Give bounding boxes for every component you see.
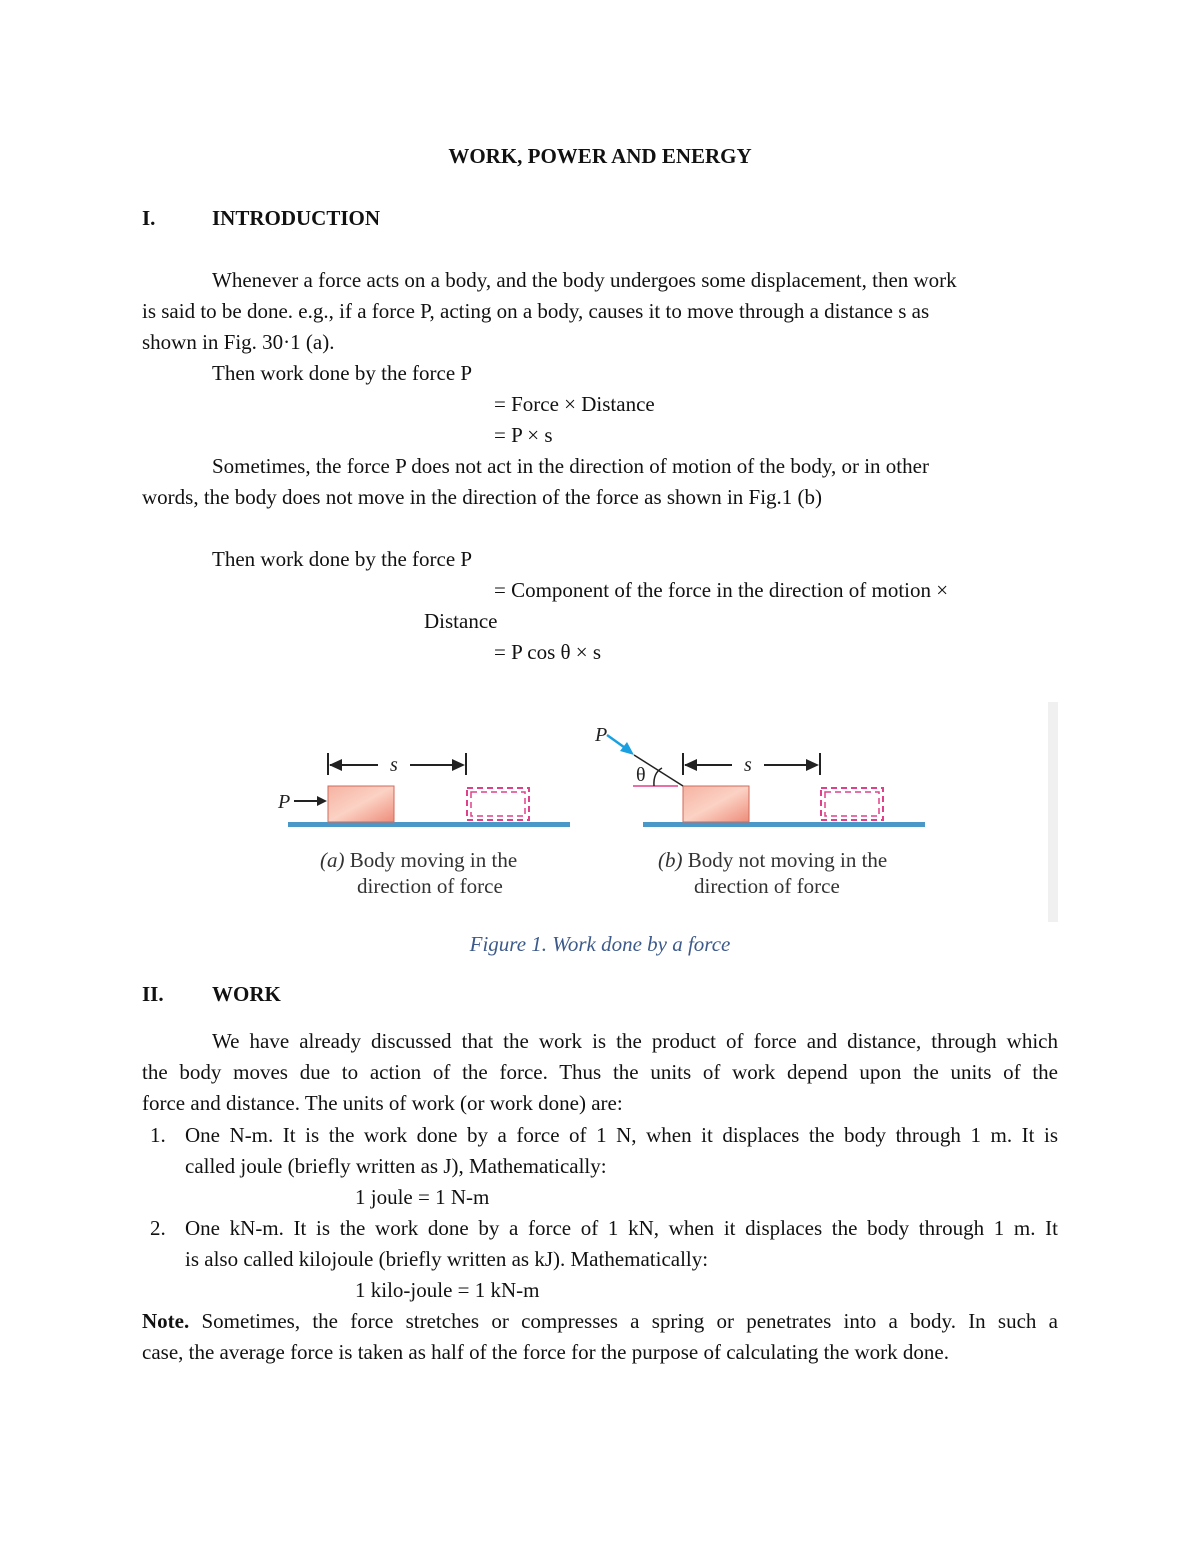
dashed-block-a bbox=[467, 788, 529, 820]
caption-b-line1: (b) Body not moving in the bbox=[658, 848, 888, 872]
page-title: WORK, POWER AND ENERGY bbox=[448, 144, 752, 168]
ground-a bbox=[288, 822, 570, 827]
note-label: Note. bbox=[142, 1309, 190, 1333]
list-item-1-line: called joule (briefly written as J), Mathematically: bbox=[185, 1154, 607, 1178]
intro-paragraph-line: is said to be done. e.g., if a force P, acting on a body, causes it to move through a distance s as bbox=[142, 299, 930, 323]
dim-arrow-b-right bbox=[806, 759, 819, 771]
figure-b bbox=[594, 724, 925, 898]
equation-component: = Component of the force in the direction of motion × bbox=[494, 578, 949, 602]
force-label-a: P bbox=[278, 791, 291, 813]
section-numeral-2: II. bbox=[142, 982, 164, 1006]
block-a bbox=[328, 786, 394, 822]
angle-arc bbox=[654, 768, 662, 786]
intro-then-line: Then work done by the force P bbox=[212, 547, 473, 571]
angle-label: θ bbox=[636, 764, 646, 786]
section-heading-work: WORK bbox=[212, 982, 281, 1006]
figure-caption: Figure 1. Work done by a force bbox=[469, 932, 731, 956]
ground-b bbox=[643, 822, 925, 827]
work-paragraph-line: We have already discussed that the work is the product of force and distance, through which bbox=[212, 1029, 1058, 1053]
distance-label-a: s bbox=[390, 754, 398, 776]
block-b bbox=[683, 786, 749, 822]
intro-paragraph-line: Whenever a force acts on a body, and the body undergoes some displacement, then work bbox=[212, 268, 957, 292]
dashed-block-b bbox=[821, 788, 883, 820]
equation-joule: 1 joule = 1 N-m bbox=[355, 1185, 490, 1209]
work-paragraph-line: the body moves due to action of the force. Thus the units of work depend upon the units of the bbox=[142, 1060, 1058, 1084]
equation-force-distance: = Force × Distance bbox=[494, 392, 655, 416]
work-paragraph-line: force and distance. The units of work (or work done) are: bbox=[142, 1091, 623, 1115]
dim-arrow-a-right bbox=[452, 759, 465, 771]
note-line: case, the average force is taken as half of the force for the purpose of calculating the work done. bbox=[142, 1340, 949, 1364]
note-line bbox=[142, 1306, 1058, 1337]
scrollbar[interactable] bbox=[1048, 702, 1058, 922]
intro-paragraph-line: shown in Fig. 30·1 (a). bbox=[142, 330, 335, 354]
list-item-1-line: One N-m. It is the work done by a force of 1 N, when it displaces the body through 1 m. It is bbox=[185, 1123, 1058, 1147]
dim-arrow-a-left bbox=[329, 759, 342, 771]
force-arrowhead-a bbox=[317, 796, 327, 806]
dashed-block-b-inner bbox=[825, 792, 879, 816]
intro-paragraph-line: words, the body does not move in the direction of the force as shown in Fig.1 (b) bbox=[142, 485, 823, 509]
equation-component-cont: Distance bbox=[424, 609, 498, 633]
section-heading-introduction: INTRODUCTION bbox=[212, 206, 381, 230]
list-number-2: 2. bbox=[150, 1216, 166, 1240]
distance-label-b: s bbox=[744, 754, 752, 776]
list-item-2-line: is also called kilojoule (briefly written as kJ). Mathematically: bbox=[185, 1247, 709, 1271]
dashed-block-a-inner bbox=[471, 792, 525, 816]
caption-a-line1: (a) Body moving in the bbox=[320, 848, 518, 872]
intro-then-line: Then work done by the force P bbox=[212, 361, 473, 385]
force-arrowhead-b bbox=[620, 742, 634, 755]
equation-kilojoule: 1 kilo-joule = 1 kN-m bbox=[355, 1278, 540, 1302]
force-label-b: P bbox=[595, 724, 608, 746]
section-numeral-1: I. bbox=[142, 206, 156, 230]
dim-arrow-b-left bbox=[684, 759, 697, 771]
caption-a-line2: direction of force bbox=[357, 874, 503, 898]
note-text: Sometimes, the force stretches or compresses a spring or penetrates into a body. In such a bbox=[189, 1309, 1058, 1333]
list-number-1: 1. bbox=[150, 1123, 166, 1147]
intro-paragraph-line: Sometimes, the force P does not act in the direction of motion of the body, or in other bbox=[212, 454, 929, 478]
equation-p-s: = P × s bbox=[494, 423, 553, 447]
caption-b-line2: direction of force bbox=[694, 874, 840, 898]
work-figure bbox=[270, 705, 930, 905]
list-item-2-line: One kN-m. It is the work done by a force of 1 kN, when it displaces the body through 1 m. It bbox=[185, 1216, 1058, 1240]
equation-pcos: = P cos θ × s bbox=[494, 640, 602, 664]
figure-a bbox=[277, 753, 570, 898]
